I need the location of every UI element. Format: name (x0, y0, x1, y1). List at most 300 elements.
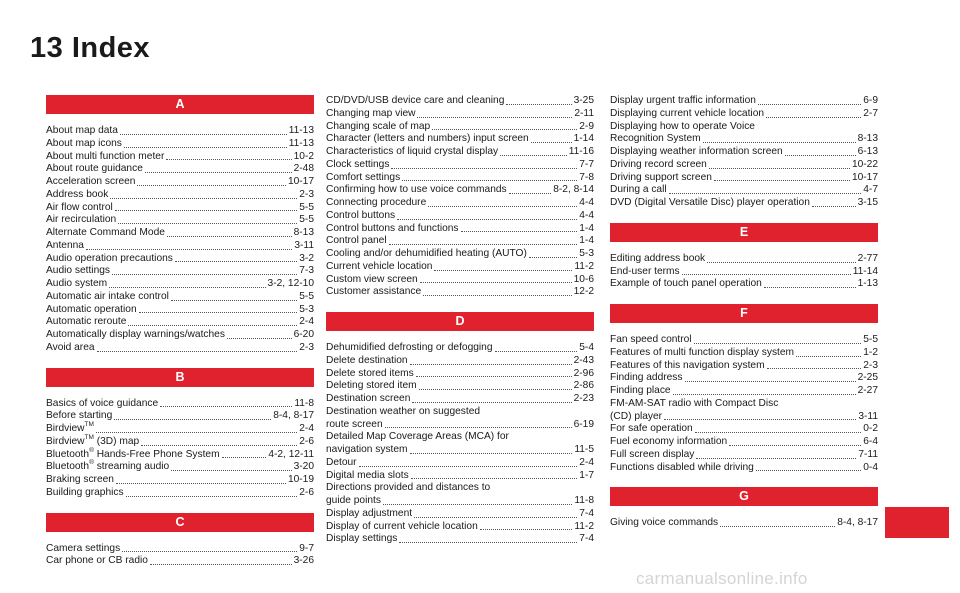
entry-page-ref: 7-4 (579, 533, 594, 545)
entry-topic (46, 398, 158, 411)
entry-page-ref: 6-13 (857, 146, 878, 157)
dot-leader (420, 282, 572, 283)
dot-leader (124, 147, 287, 148)
entry-topic-text: End-user terms (610, 265, 680, 277)
index-entry (326, 172, 594, 185)
dot-leader (434, 270, 572, 271)
index-entry (46, 214, 314, 227)
dot-leader (669, 193, 862, 194)
entry-page-ref: 7-3 (299, 265, 314, 277)
entry-page-ref: 3-25 (573, 95, 594, 106)
entry-topic-text: Display settings (326, 533, 398, 545)
dot-leader (397, 219, 577, 220)
index-entry (46, 227, 314, 240)
dot-leader (703, 142, 856, 143)
chapter-tab (885, 507, 949, 538)
entry-topic (326, 380, 417, 393)
entry-topic (610, 462, 754, 475)
entry-page-ref: 10-17 (851, 171, 878, 183)
entry-topic-text: DVD (Digital Versatile Disc) player operation (610, 197, 810, 208)
dot-leader (137, 185, 285, 186)
index-entry (46, 125, 314, 138)
index-entry (610, 462, 878, 475)
dot-leader (480, 529, 573, 530)
entry-topic-text: streaming audio (93, 461, 170, 473)
entry-page-ref: 11-13 (288, 137, 314, 149)
entry-page-ref: 0-4 (863, 461, 878, 473)
index-entry (46, 278, 314, 291)
entry-topic (46, 138, 122, 151)
section-c-list (46, 543, 314, 569)
section-header-d: D (326, 312, 594, 331)
index-entry (46, 240, 314, 253)
entry-page-ref: 12-2 (573, 286, 594, 298)
entry-page-ref: 10-19 (287, 474, 314, 485)
entry-topic (326, 444, 408, 457)
entry-topic (46, 240, 84, 253)
section-header-f: F (610, 304, 878, 323)
entry-topic (610, 159, 707, 172)
index-entry (326, 223, 594, 236)
index-entry (46, 329, 314, 342)
entry-topic-text: Functions disabled while driving (610, 461, 754, 473)
dot-leader (432, 129, 577, 130)
dot-leader (114, 419, 271, 420)
entry-topic (46, 253, 173, 266)
index-entry (610, 385, 878, 398)
dot-leader (714, 180, 850, 181)
entry-topic-text: Control buttons and functions (326, 222, 459, 234)
dot-leader (412, 402, 571, 403)
section-e-list (610, 253, 878, 291)
trademark-mark: ® (89, 459, 94, 467)
index-entry (326, 419, 594, 432)
entry-topic-text: Hands-Free Phone System (93, 448, 220, 460)
entry-page-ref: 11-8 (294, 397, 314, 409)
entry-topic (46, 163, 143, 176)
entry-topic-text: About multi function meter (46, 150, 165, 162)
entry-page-ref: 2-43 (573, 354, 594, 366)
entry-page-ref: 2-11 (574, 107, 594, 119)
entry-topic (610, 108, 764, 121)
entry-topic-text: Bluetooth (46, 461, 90, 473)
entry-topic-text: Editing address book (610, 252, 706, 264)
entry-topic (326, 210, 395, 223)
entry-topic (326, 248, 527, 261)
entry-page-ref: 11-2 (574, 260, 594, 272)
dot-leader (222, 457, 267, 458)
index-entry (326, 210, 594, 223)
index-entry (46, 151, 314, 164)
entry-topic (326, 108, 415, 121)
dot-leader (682, 274, 851, 275)
entry-page-ref: 7-11 (858, 448, 878, 460)
index-entry-line: Destination weather on suggested (326, 405, 481, 417)
index-entry-line: Detailed Map Coverage Areas (MCA) for (326, 431, 509, 443)
index-entry (326, 342, 594, 355)
entry-page-ref: 3-2, 12-10 (267, 278, 314, 289)
entry-topic (46, 125, 118, 138)
dot-leader (116, 483, 286, 484)
section-a-list (46, 125, 314, 355)
dot-leader (729, 445, 861, 446)
entry-page-ref: 1-4 (579, 222, 594, 234)
dot-leader (410, 453, 573, 454)
entry-topic (326, 495, 381, 508)
entry-topic (610, 334, 692, 347)
entry-topic (326, 197, 426, 210)
entry-topic (610, 360, 765, 373)
entry-topic-text: Audio operation precautions (46, 252, 173, 264)
dot-leader (86, 249, 292, 250)
index-entry (610, 184, 878, 197)
dot-leader (720, 526, 835, 527)
entry-topic-text: Deleting stored item (326, 380, 417, 392)
entry-page-ref: 3-20 (293, 461, 314, 473)
index-entry (610, 172, 878, 185)
entry-topic (326, 159, 389, 172)
entry-page-ref: 8-13 (857, 133, 878, 145)
entry-topic-text: Features of this navigation system (610, 359, 765, 371)
index-entry (610, 253, 878, 266)
entry-topic (46, 329, 225, 342)
entry-topic (46, 265, 110, 278)
index-entry (610, 146, 878, 159)
index-entry-line: Displaying how to operate Voice (610, 120, 755, 132)
index-entry (46, 342, 314, 355)
entry-topic (46, 410, 112, 423)
dot-leader (495, 351, 578, 352)
index-column-3 (610, 95, 878, 530)
index-entry (326, 393, 594, 406)
dot-leader (664, 419, 856, 420)
entry-topic-text: Current vehicle location (326, 260, 433, 272)
entry-topic-text: Automatic operation (46, 303, 137, 315)
entry-topic (610, 146, 783, 159)
entry-topic (326, 286, 421, 299)
entry-topic-text: Customer assistance (326, 286, 422, 298)
dot-leader (410, 364, 572, 365)
index-entry (326, 368, 594, 381)
index-entry (610, 436, 878, 449)
dot-leader (128, 325, 297, 326)
index-entry (46, 265, 314, 278)
dot-leader (506, 104, 571, 105)
entry-topic (326, 521, 478, 534)
entry-page-ref: 11-14 (852, 265, 878, 277)
entry-page-ref: 4-4 (579, 197, 594, 208)
entry-topic (46, 543, 120, 556)
dot-leader (758, 104, 861, 105)
entry-topic (326, 235, 387, 248)
entry-topic-text: Automatically display warnings/watches (46, 329, 225, 340)
entry-topic (46, 487, 124, 500)
entry-topic (326, 533, 397, 546)
entry-topic (610, 347, 794, 360)
entry-topic (326, 133, 529, 146)
entry-topic (46, 474, 114, 487)
entry-page-ref: 2-23 (573, 393, 594, 404)
entry-page-ref: 3-26 (293, 555, 314, 567)
entry-page-ref: 4-4 (579, 209, 594, 221)
trademark-mark: TM (84, 421, 94, 428)
dot-leader (126, 496, 298, 497)
index-entry (610, 423, 878, 436)
entry-page-ref: 2-48 (293, 163, 314, 175)
entry-topic-text: (CD) player (610, 410, 663, 422)
index-entry (46, 291, 314, 304)
entry-topic (46, 316, 126, 329)
index-entry (326, 274, 594, 287)
entry-page-ref: 8-4, 8-17 (273, 410, 314, 422)
index-entry (610, 334, 878, 347)
entry-topic-text: Characteristics of liquid crystal display (326, 146, 499, 157)
entry-topic-text: During a call (610, 184, 667, 196)
entry-topic (46, 202, 113, 215)
dot-leader (696, 458, 856, 459)
entry-page-ref: 2-96 (573, 367, 594, 379)
dot-leader (707, 262, 855, 263)
entry-page-ref: 2-86 (573, 380, 594, 392)
entry-topic (46, 278, 107, 291)
entry-topic (610, 449, 694, 462)
dot-leader (110, 198, 297, 199)
entry-page-ref: 11-5 (574, 444, 594, 455)
entry-page-ref: 11-8 (574, 495, 594, 506)
dot-leader (414, 517, 577, 518)
dot-leader (529, 257, 577, 258)
entry-page-ref: 2-6 (299, 435, 314, 447)
index-entry (46, 461, 314, 474)
entry-topic (610, 385, 671, 398)
index-entry (610, 411, 878, 424)
index-entry (46, 446, 314, 462)
entry-topic-text: (3D) map (93, 435, 140, 447)
entry-topic-text: Camera settings (46, 542, 121, 554)
entry-topic-text: Finding address (610, 372, 683, 384)
section-d-list (326, 342, 594, 546)
entry-page-ref: 11-13 (288, 125, 314, 136)
entry-page-ref: 5-4 (579, 342, 594, 353)
index-entry (326, 521, 594, 534)
index-entry (326, 95, 594, 108)
dot-leader (139, 312, 298, 313)
entry-topic (46, 214, 116, 227)
entry-topic (610, 436, 727, 449)
entry-page-ref: 6-4 (863, 436, 878, 447)
entry-topic (326, 172, 400, 185)
entry-page-ref: 10-22 (851, 158, 878, 170)
index-entry (326, 495, 594, 508)
entry-topic-text: Comfort settings (326, 171, 401, 183)
index-entry (610, 95, 878, 108)
entry-page-ref: 2-9 (579, 120, 594, 132)
entry-page-ref: 7-8 (579, 171, 594, 183)
entry-topic-text: Acceleration screen (46, 176, 136, 187)
index-entry (326, 261, 594, 274)
dot-leader (120, 134, 287, 135)
index-entry (46, 253, 314, 266)
index-entry (46, 474, 314, 487)
dot-leader (796, 356, 861, 357)
index-entry (610, 517, 878, 530)
entry-topic-text: Alternate Command Mode (46, 227, 165, 238)
dot-leader (423, 295, 571, 296)
index-entry (326, 184, 594, 197)
index-entry (326, 444, 594, 457)
dot-leader (785, 155, 856, 156)
entry-page-ref: 10-17 (287, 176, 314, 187)
index-entry (326, 533, 594, 546)
dot-leader (118, 223, 297, 224)
entry-topic-text: Birdview (46, 435, 85, 447)
entry-topic (326, 261, 432, 274)
entry-page-ref: 6-9 (863, 95, 878, 106)
entry-page-ref: 2-4 (299, 423, 314, 434)
index-entry (610, 372, 878, 385)
dot-leader (531, 142, 572, 143)
dot-leader (227, 338, 292, 339)
entry-topic-text: Displaying weather information screen (610, 146, 783, 157)
trademark-mark: ® (89, 446, 94, 454)
entry-page-ref: 1-13 (857, 278, 878, 290)
entry-topic (46, 227, 165, 240)
dot-leader (150, 564, 292, 565)
entry-topic-text: Custom view screen (326, 273, 418, 285)
entry-topic (326, 146, 498, 159)
entry-topic (326, 508, 412, 521)
section-c-continued-list (326, 95, 594, 299)
index-column-2 (326, 95, 594, 546)
index-entry (326, 133, 594, 146)
index-entry (326, 286, 594, 299)
index-entry (46, 138, 314, 151)
dot-leader (416, 376, 572, 377)
entry-topic-text: Display urgent traffic information (610, 95, 756, 106)
entry-page-ref: 0-2 (863, 423, 878, 435)
dot-leader (694, 343, 862, 344)
entry-page-ref: 2-4 (299, 316, 314, 328)
entry-topic-text: Control panel (326, 235, 387, 247)
entry-topic-text: Automatic reroute (46, 316, 127, 328)
entry-page-ref: 7-7 (579, 158, 594, 170)
entry-topic (46, 291, 169, 304)
entry-page-ref: 8-2, 8-14 (553, 184, 594, 196)
entry-topic (46, 342, 95, 355)
entry-topic (326, 121, 430, 134)
entry-topic (326, 274, 418, 287)
entry-topic-text: Detour (326, 456, 357, 468)
entry-topic (326, 457, 357, 470)
entry-page-ref: 1-4 (579, 235, 594, 247)
entry-page-ref: 5-5 (863, 334, 878, 345)
entry-topic-text: Cooling and/or dehumidified heating (AUTO) (326, 248, 527, 259)
index-entry (46, 316, 314, 329)
entry-topic-text: Confirming how to use voice commands (326, 184, 507, 196)
index-entry (46, 176, 314, 189)
entry-page-ref: 3-11 (858, 410, 878, 422)
dot-leader (685, 381, 856, 382)
entry-page-ref: 2-3 (863, 359, 878, 371)
entry-topic-text: Dehumidified defrosting or defogging (326, 342, 493, 353)
entry-page-ref: 11-16 (568, 146, 594, 157)
entry-topic-text: Recognition System (610, 133, 701, 145)
entry-topic (610, 517, 718, 530)
section-d-continued-list (610, 95, 878, 210)
entry-topic-text: Display adjustment (326, 507, 413, 519)
dot-leader (766, 117, 861, 118)
entry-topic-text: Audio system (46, 278, 108, 289)
entry-page-ref: 10-6 (573, 273, 594, 285)
section-g-list (610, 517, 878, 530)
index-entry (326, 197, 594, 210)
entry-topic-text: Changing scale of map (326, 120, 431, 132)
entry-page-ref: 7-4 (579, 507, 594, 519)
entry-page-ref: 1-14 (573, 133, 594, 145)
entry-topic-text: route screen (326, 418, 383, 430)
entry-page-ref: 2-3 (299, 341, 314, 353)
index-entry (46, 543, 314, 556)
dot-leader (500, 155, 567, 156)
entry-page-ref: 2-3 (299, 188, 314, 200)
entry-topic (46, 151, 164, 164)
index-entry (326, 121, 594, 134)
entry-topic-text: Bluetooth (46, 448, 90, 460)
entry-page-ref: 4-2, 12-11 (268, 448, 314, 460)
entry-page-ref: 5-3 (299, 303, 314, 315)
entry-page-ref: 6-19 (573, 418, 594, 430)
dot-leader (383, 504, 572, 505)
entry-topic-text: Automatic air intake control (46, 290, 169, 302)
entry-topic-text: Audio settings (46, 265, 110, 277)
index-entry (46, 163, 314, 176)
dot-leader (709, 168, 850, 169)
entry-topic-text: Character (letters and numbers) input screen (326, 133, 529, 145)
entry-topic (610, 95, 756, 108)
entry-topic-text: CD/DVD/USB device care and cleaning (326, 95, 505, 106)
entry-topic-text: Full screen display (610, 448, 695, 460)
entry-topic (326, 393, 410, 406)
entry-topic-text: Driving record screen (610, 158, 707, 170)
dot-leader (428, 206, 577, 207)
index-entry (326, 235, 594, 248)
entry-topic-text: Clock settings (326, 158, 390, 170)
entry-topic (610, 423, 693, 436)
index-entry (46, 202, 314, 215)
entry-topic-text: Before starting (46, 410, 113, 422)
index-entry (326, 508, 594, 521)
entry-topic-text: Driving support screen (610, 171, 712, 183)
entry-page-ref: 3-2 (299, 252, 314, 264)
entry-topic (610, 133, 701, 146)
entry-topic (326, 355, 408, 368)
index-entry (610, 133, 878, 146)
dot-leader (175, 261, 297, 262)
index-entry (326, 457, 594, 470)
entry-page-ref: 2-7 (863, 107, 878, 119)
index-entry (46, 433, 314, 449)
entry-topic-text: Fuel economy information (610, 436, 728, 447)
index-entry (610, 360, 878, 373)
index-entry (610, 278, 878, 291)
section-header-a: A (46, 95, 314, 114)
dot-leader (166, 159, 291, 160)
entry-topic (326, 223, 459, 236)
dot-leader (695, 432, 862, 433)
dot-leader (96, 432, 297, 433)
entry-topic-text: Digital media slots (326, 469, 409, 481)
section-b-list (46, 398, 314, 500)
